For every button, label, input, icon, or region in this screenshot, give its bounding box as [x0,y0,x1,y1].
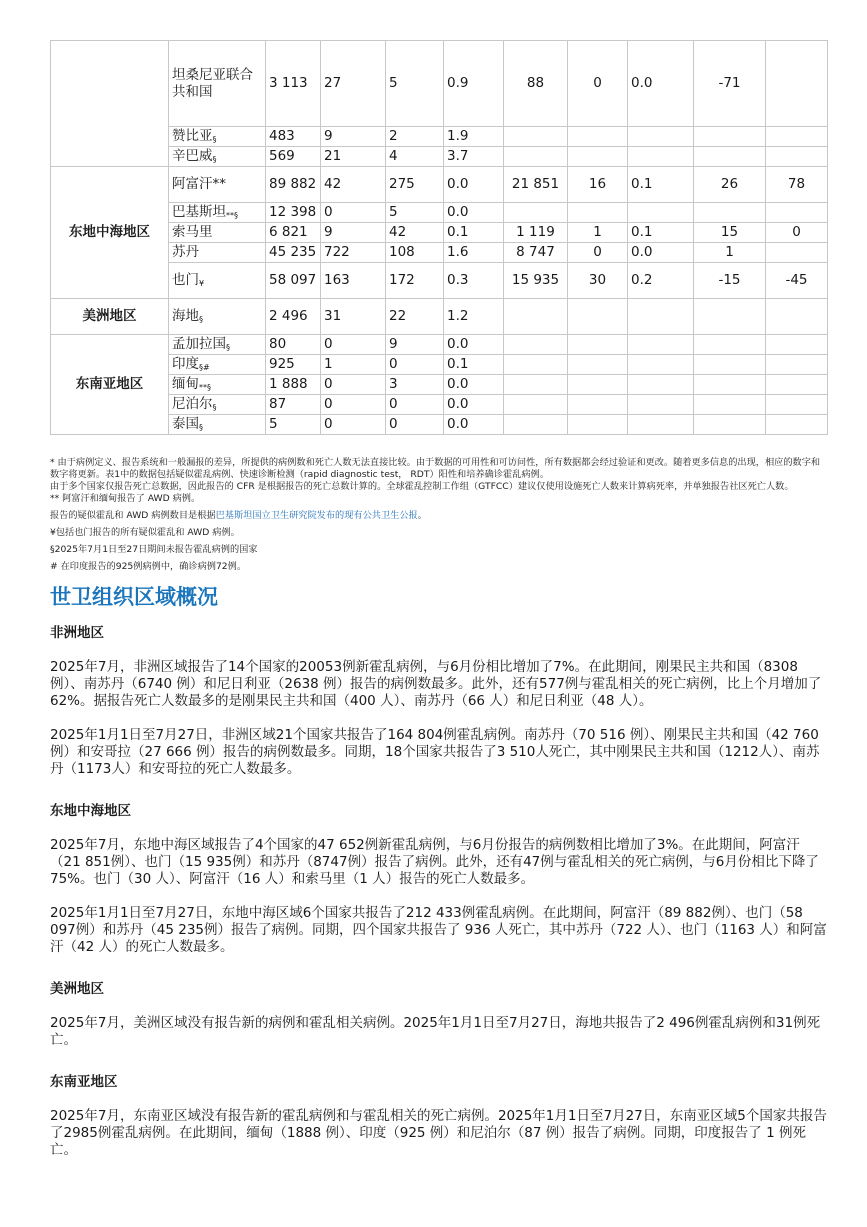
region-section-africa [50,621,827,778]
table-cell: 26 [694,167,766,203]
table-cell: 21 [321,147,386,167]
table-cell: 2 [386,127,444,147]
table-cell: 0.1 [444,223,504,243]
cholera-table [50,40,828,435]
section-title: 世卫组织区域概况 [50,585,218,609]
region-heading: 美洲地区 [50,981,104,997]
table-cell: 45 235 [266,243,321,263]
paragraph: 2025年1月1日至7月27日，东地中海区域6个国家共报告了212 433例霍乱病例。在此期间，阿富汗（89 882例）、也门（58 097例）和苏丹（45 235例）报告了病例。同期，四个国家共报告了 936 人死亡，其中苏丹（722 人）、也门（1163 人）和阿富汗（42 人）的死亡人数最多。 [50,905,827,955]
table-cell: -45 [766,263,828,299]
table-cell: 1 [568,223,628,243]
footnote-mark: §# [199,363,210,372]
paragraph: 2025年7月，东南亚区域没有报告新的霍乱病例和与霍乱相关的死亡病例。2025年1月1日至7月27日，东南亚区域5个国家共报告了2985例霍乱病例。在此期间，缅甸（1888 例）、印度（925 例）和尼泊尔（87 例）报告了病例。同期，印度报告了 1 例死亡。 [50,1108,827,1158]
table-cell: 0.1 [628,167,694,203]
table-cell: 163 [321,263,386,299]
footnote: ¥包括也门报告的所有疑似霍乱和 AWD 病例。 [50,527,240,538]
table-cell [504,415,568,435]
table-cell: 0 [386,355,444,375]
paragraph: 2025年7月，东地中海区域报告了4个国家的47 652例新霍乱病例，与6月份报告的病例数相比增加了3%。在此期间，阿富汗（21 851例）、也门（15 935例）和苏丹（8747例）报告了病例。此外，还有47例与霍乱相关的死亡病例，与6月份相比下降了75%。也门（30 人）、阿富汗（16 人）和索马里（1 人）报告的死亡人数最多。 [50,837,819,887]
table-cell: 15 935 [504,263,568,299]
table-cell: 88 [504,41,568,127]
table-cell: 16 [568,167,628,203]
table-cell: 5 [386,203,444,223]
table-cell [568,147,628,167]
footnote-mark: § [212,403,217,412]
table-cell: -71 [694,41,766,127]
table-cell: 0.0 [444,167,504,203]
table-cell [568,355,628,375]
region-cell: 美洲地区 [51,299,169,335]
region-section-americas [50,977,827,1049]
table-cell [504,147,568,167]
footnote: §2025年7月1日至27日期间未报告霍乱病例的国家 [50,544,258,555]
table-row [51,335,828,355]
table-cell [694,355,766,375]
footnote-mark: **§ [226,211,238,220]
region-section-south-east-asia [50,1070,827,1159]
table-cell: 0.0 [444,415,504,435]
table-cell [766,299,828,335]
table-cell: 2 496 [266,299,321,335]
table-cell [568,415,628,435]
footnote: # 在印度报告的925例病例中，确诊病例72例。 [50,561,247,572]
table-cell [766,41,828,127]
table-cell: 9 [321,127,386,147]
table-cell [628,147,694,167]
table-cell: 0 [766,223,828,243]
table-cell: 5 [386,41,444,127]
region-cell: 东地中海地区 [51,167,169,299]
table-cell [628,127,694,147]
table-cell: 0.1 [444,355,504,375]
table-cell [568,203,628,223]
table-cell [766,375,828,395]
country-cell: 坦桑尼亚联合共和国 [169,41,266,127]
footnote: 由于多个国家仅报告死亡总数据，因此报告的 CFR 是根据报告的死亡总数计算的。全球霍乱控制工作组（GTFCC）建议仅使用设施死亡人数来计算病死率，并单独报告社区死亡人数。 [50,481,794,492]
footnote: 报告的疑似霍乱和 AWD 病例数目是根据巴基斯坦国立卫生研究院发布的现有公共卫生公报。 [50,510,427,521]
country-cell: 也门¥ [169,263,266,299]
table-cell [766,415,828,435]
table-row [51,41,828,127]
table-cell [628,355,694,375]
table-cell: 0.0 [444,375,504,395]
country-cell: 海地§ [169,299,266,335]
country-cell: 辛巴威§ [169,147,266,167]
paragraph: 2025年1月1日至7月27日，非洲区域21个国家共报告了164 804例霍乱病例。南苏丹（70 516 例）、刚果民主共和国（42 760 例）和安哥拉（27 666 例）报告的病例数最多。同期，18个国家共报告了3 510人死亡，其中刚果民主共和国（1212人）、南苏丹（1173人）和安哥拉的死亡人数最多。 [50,727,820,777]
table-cell [628,299,694,335]
table-cell: 0.9 [444,41,504,127]
table-cell: 0.3 [444,263,504,299]
table-footnotes [50,457,827,573]
table-cell [504,299,568,335]
table-cell: 108 [386,243,444,263]
table-cell: 0.0 [444,335,504,355]
footnote-mark: § [212,135,217,144]
country-cell: 阿富汗** [169,167,266,203]
table-cell [694,415,766,435]
table-cell [766,395,828,415]
footnote-mark: § [199,423,203,432]
footnote-mark: ¥ [199,279,205,288]
table-cell: 8 747 [504,243,568,263]
table-cell [694,203,766,223]
table-cell: 0.1 [628,223,694,243]
table-cell: -15 [694,263,766,299]
table-cell [694,127,766,147]
table-cell [694,147,766,167]
table-cell [504,375,568,395]
country-cell: 索马里 [169,223,266,243]
table-cell: 925 [266,355,321,375]
table-cell: 1 888 [266,375,321,395]
country-cell: 赞比亚§ [169,127,266,147]
table-cell: 0 [321,395,386,415]
table-cell: 0 [321,203,386,223]
table-cell: 22 [386,299,444,335]
region-section-eastern-mediterranean [50,799,827,956]
table-row [51,299,828,335]
table-cell: 80 [266,335,321,355]
table-cell: 30 [568,263,628,299]
table-cell: 27 [321,41,386,127]
table-cell: 9 [321,223,386,243]
footnote-mark: § [212,155,217,164]
table-cell: 0 [321,415,386,435]
table-cell [766,243,828,263]
table-cell: 172 [386,263,444,299]
table-cell: 4 [386,147,444,167]
table-cell: 0.0 [444,395,504,415]
region-cell [51,41,169,167]
table-cell: 21 851 [504,167,568,203]
table-cell: 3 113 [266,41,321,127]
table-cell [766,127,828,147]
table-cell [766,147,828,167]
table-cell [628,375,694,395]
table-cell: 275 [386,167,444,203]
table-cell: 0 [386,395,444,415]
table-cell [568,299,628,335]
table-cell [504,335,568,355]
table-cell: 483 [266,127,321,147]
table-cell: 78 [766,167,828,203]
paragraph: 2025年7月，美洲区域没有报告新的病例和霍乱相关病例。2025年1月1日至7月27日，海地共报告了2 496例霍乱病例和31例死亡。 [50,1015,821,1048]
table-cell [694,395,766,415]
table-cell: 0 [321,335,386,355]
region-heading: 东南亚地区 [50,1074,118,1090]
table-cell [694,335,766,355]
table-cell [628,415,694,435]
table-cell [766,335,828,355]
country-cell: 印度§# [169,355,266,375]
table-cell [694,375,766,395]
footnote-mark: **§ [199,383,211,392]
footnote: ** 阿富汗和缅甸报告了 AWD 病例。 [50,493,201,504]
table-cell [504,127,568,147]
table-cell: 0 [568,243,628,263]
region-heading: 非洲地区 [50,625,104,641]
table-cell: 3 [386,375,444,395]
footnote-mark: ** [212,176,226,192]
table-cell: 58 097 [266,263,321,299]
table-cell: 1 [694,243,766,263]
document-page [50,40,827,1159]
table-cell: 3.7 [444,147,504,167]
table-cell: 1 [321,355,386,375]
table-cell: 9 [386,335,444,355]
table-cell [568,395,628,415]
region-cell: 东南亚地区 [51,335,169,435]
bulletin-link[interactable]: 巴基斯坦国立卫生研究院发布的现有公共卫生公报 [215,510,418,521]
country-cell: 苏丹 [169,243,266,263]
table-cell: 1.6 [444,243,504,263]
table-cell: 1.9 [444,127,504,147]
table-cell: 42 [386,223,444,243]
table-cell [568,335,628,355]
table-cell [568,127,628,147]
table-cell: 31 [321,299,386,335]
country-cell: 缅甸**§ [169,375,266,395]
table-cell [766,355,828,375]
table-cell: 87 [266,395,321,415]
table-cell [766,203,828,223]
table-cell [628,203,694,223]
country-cell: 巴基斯坦**§ [169,203,266,223]
region-heading: 东地中海地区 [50,803,131,819]
footnote: * 由于病例定义、报告系统和一般漏报的差异，所提供的病例数和死亡人数无法直接比较。由于数据的可用性和可访问性，所有数据都会经过验证和更改。随着更多信息的出现，相应的数字和数字将更新。表1中的数据包括疑似霍乱病例、快速诊断检测（rapid diagnostic test， RDT）阳性和培养确诊霍乱病例。 [50,457,821,480]
table-cell [568,375,628,395]
table-cell [628,335,694,355]
table-cell: 1.2 [444,299,504,335]
table-cell: 0.2 [628,263,694,299]
table-cell: 0.0 [628,243,694,263]
table-cell [504,203,568,223]
paragraph: 2025年7月，非洲区域报告了14个国家的20053例新霍乱病例，与6月份相比增加了7%。在此期间，刚果民主共和国（8308 例）、南苏丹（6740 例）和尼日利亚（2638 例）报告的病例数最多。此外，还有577例与霍乱相关的死亡病例，比上个月增加了62%。据报告死亡人数最多的是刚果民主共和国（400 人）、南苏丹（66 人）和尼日利亚（48 人）。 [50,659,822,709]
table-cell: 89 882 [266,167,321,203]
table-cell: 0 [386,415,444,435]
table-cell [504,355,568,375]
table-cell: 0.0 [628,41,694,127]
table-row [51,167,828,203]
table-cell [504,395,568,415]
table-cell: 42 [321,167,386,203]
table-cell: 0 [568,41,628,127]
table-cell: 12 398 [266,203,321,223]
table-cell: 569 [266,147,321,167]
footnote-mark: § [226,343,230,352]
country-cell: 泰国§ [169,415,266,435]
table-cell [628,395,694,415]
table-cell [694,299,766,335]
table-cell: 0 [321,375,386,395]
footnote-mark: § [199,315,203,324]
table-cell: 1 119 [504,223,568,243]
table-cell: 15 [694,223,766,243]
table-cell: 722 [321,243,386,263]
table-cell: 5 [266,415,321,435]
country-cell: 尼泊尔§ [169,395,266,415]
table-cell: 0.0 [444,203,504,223]
table-cell: 6 821 [266,223,321,243]
country-cell: 孟加拉国§ [169,335,266,355]
